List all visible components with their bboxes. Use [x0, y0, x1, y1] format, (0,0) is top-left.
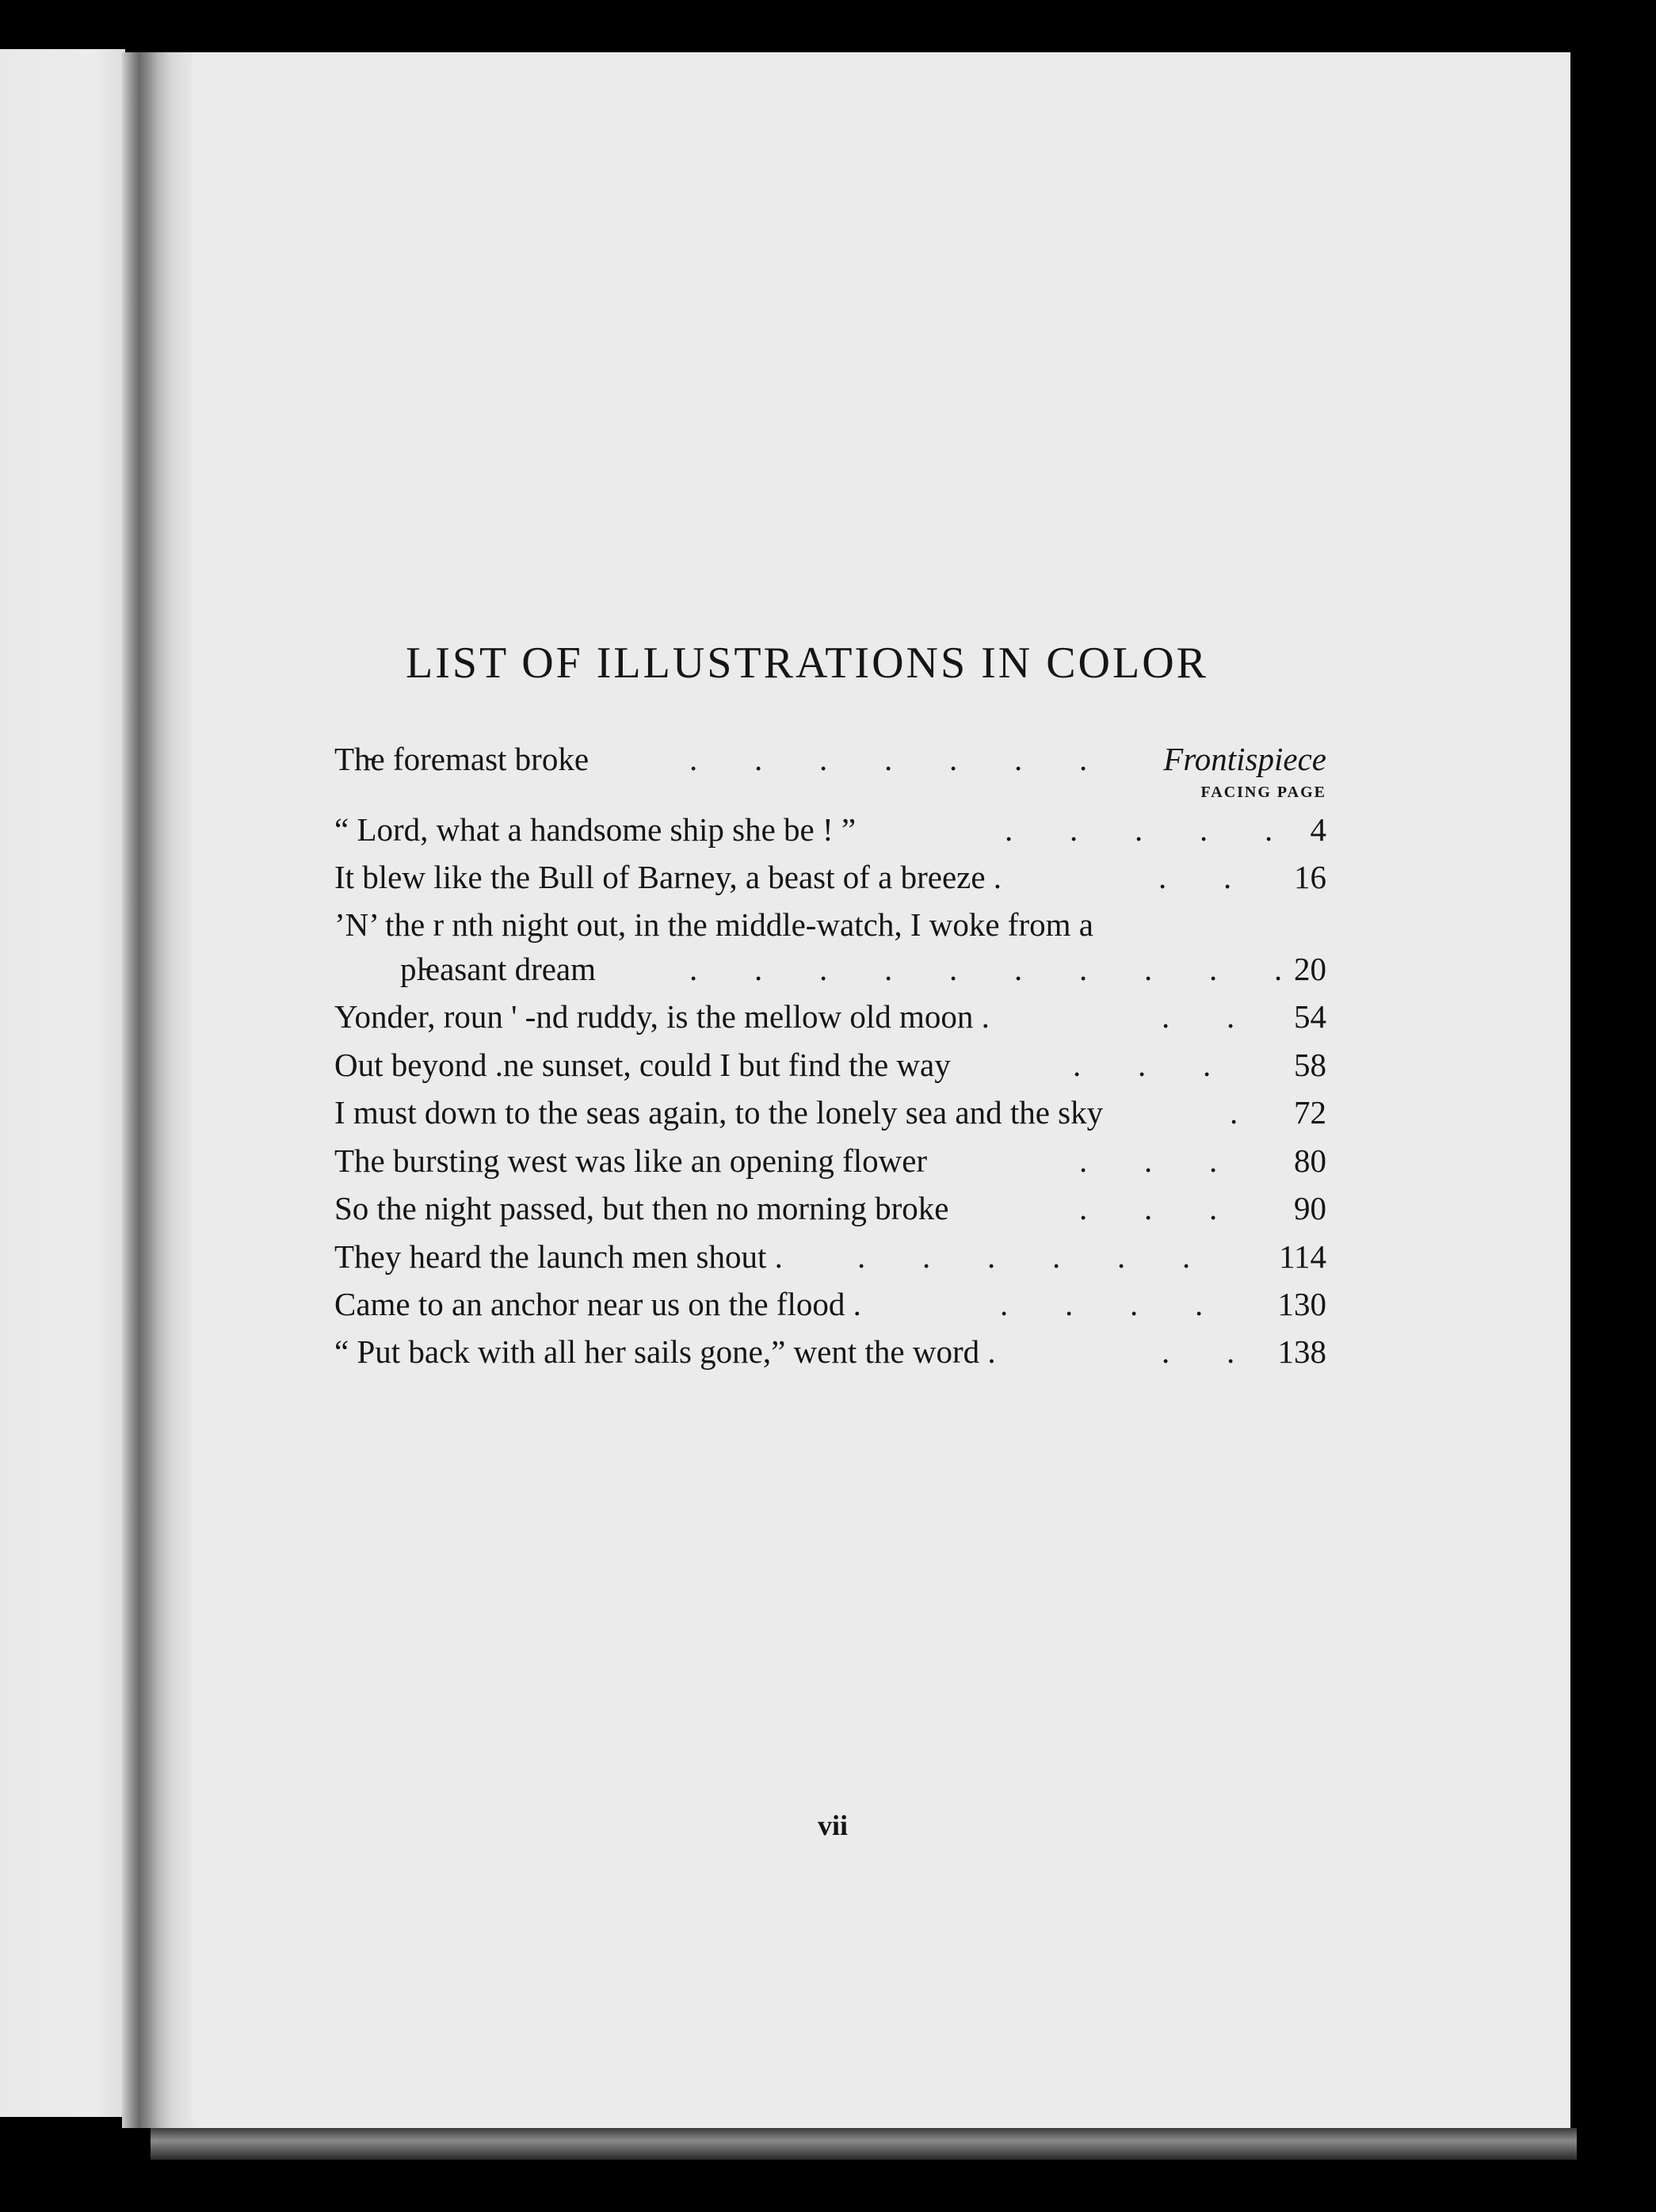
list-item-continuation: [400, 948, 1326, 990]
page-reference: 4: [1310, 811, 1326, 848]
leader-dots: . .: [1158, 859, 1232, 895]
leader-dots: . .: [1162, 1333, 1235, 1370]
illustration-caption: “ Put back with all her sails gone,” went the word .: [334, 1333, 996, 1370]
illustration-caption: “ Lord, what a handsome ship she be ! ”: [334, 811, 857, 848]
list-item: [334, 1092, 1326, 1133]
facing-page-edge: [0, 49, 125, 2117]
list-item: [334, 1236, 1326, 1277]
leader-dots: . . . .: [1000, 1286, 1204, 1322]
page-reference: 90: [1294, 1190, 1326, 1226]
leader-dots: . . .: [1079, 1142, 1218, 1179]
page-reference: 16: [1294, 859, 1326, 895]
list-item: [334, 1044, 1326, 1085]
list-item: [334, 1331, 1326, 1372]
illustration-caption: Came to an anchor near us on the flood .: [334, 1286, 861, 1322]
book-gutter-shadow: [122, 52, 193, 2128]
page-reference: 72: [1294, 1094, 1326, 1131]
page-reference: Frontispiece: [1163, 741, 1326, 777]
leader-dots: . . . . .: [1005, 811, 1273, 848]
illustration-caption: ’N’ the r nth night out, in the middle-watch, I woke from a: [334, 906, 1093, 943]
illustration-caption: They heard the launch men shout .: [334, 1238, 783, 1275]
list-item: [334, 809, 1326, 850]
page-reference: 58: [1294, 1047, 1326, 1083]
page-reference: 114: [1279, 1238, 1326, 1275]
page-reference: 20: [1294, 951, 1326, 987]
page-reference: 54: [1294, 998, 1326, 1035]
list-item: [334, 856, 1326, 898]
leader-dots: . . . . . . . . . .: [689, 951, 1283, 987]
page-number: vii: [818, 1810, 849, 1841]
book-page: [174, 52, 1570, 2128]
illustration-caption: Yonder, roun ' ‐nd ruddy, is the mellow old moon .: [334, 998, 990, 1035]
illustration-caption: The bursting west was like an opening flower: [334, 1142, 928, 1179]
page-bottom-edge: [151, 2128, 1577, 2160]
list-item: [334, 996, 1326, 1037]
page-reference: 80: [1294, 1142, 1326, 1179]
illustration-caption-continued: pl̵easant dream: [400, 951, 597, 987]
illustration-caption: It blew like the Bull of Barney, a beast of a breeze .: [334, 859, 1002, 895]
illustration-caption: So the night passed, but then no morning broke: [334, 1190, 949, 1226]
leader-dots: . . . . . . .: [689, 741, 1088, 777]
leader-dots: . . . . . .: [857, 1238, 1191, 1275]
list-item: [334, 1188, 1326, 1229]
list-item: [334, 738, 1326, 780]
illustration-caption: Th̵e foremast broke: [334, 741, 590, 777]
leader-dots: . .: [1162, 998, 1235, 1035]
illustration-caption: Out beyond .ne sunset, could I but find the way: [334, 1047, 951, 1083]
list-item: [334, 1283, 1326, 1325]
page-title: LIST OF ILLUSTRATIONS IN COLOR: [406, 639, 1208, 688]
leader-dots: . . .: [1079, 1190, 1218, 1226]
page-reference: 130: [1277, 1286, 1326, 1322]
leader-dots: .: [1230, 1094, 1238, 1131]
list-item: [334, 904, 1326, 945]
illustration-caption: I must down to the seas again, to the lonely sea and the sky: [334, 1094, 1104, 1131]
leader-dots: . . .: [1073, 1047, 1211, 1083]
facing-page-label: FACING PAGE: [1200, 784, 1326, 801]
list-item: [334, 1140, 1326, 1181]
page-reference: 138: [1277, 1333, 1326, 1370]
